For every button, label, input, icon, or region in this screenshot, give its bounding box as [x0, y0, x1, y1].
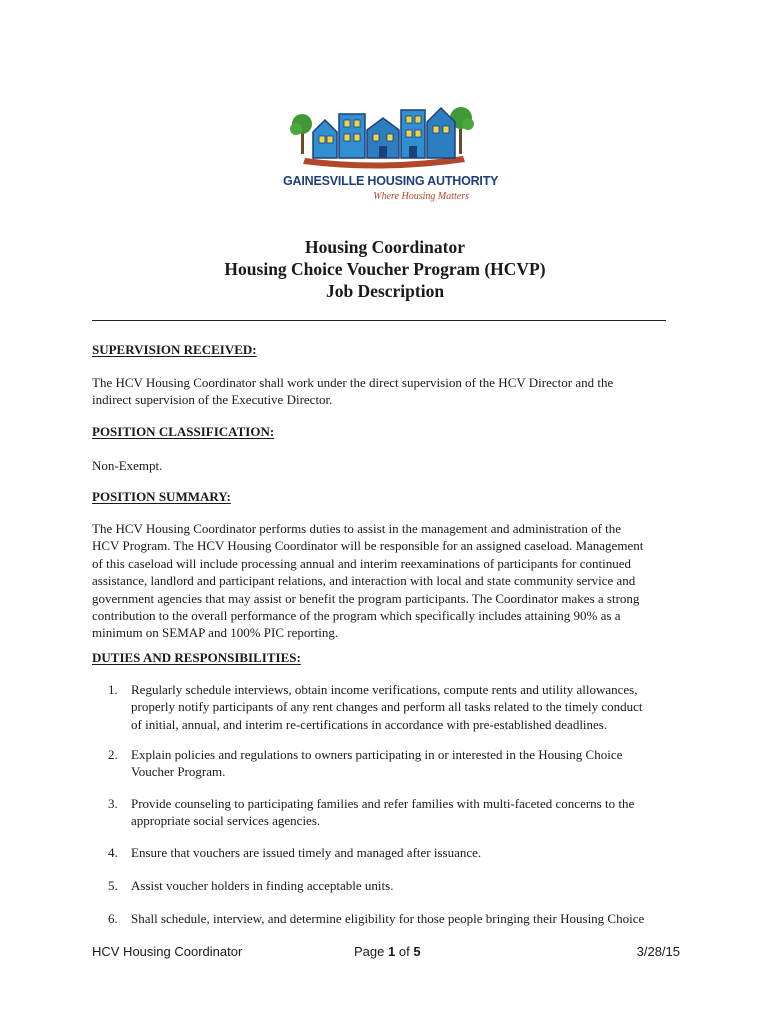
duty-text [131, 910, 679, 927]
duty-text [131, 681, 679, 733]
text-line: Provide counseling to participating families and refer families with multi-faceted concerns to the [131, 796, 635, 811]
document-title [92, 236, 678, 302]
duties-heading: DUTIES AND RESPONSIBILITIES: [92, 650, 301, 665]
duty-text [131, 844, 679, 861]
text-line: Voucher Program. [131, 764, 226, 780]
footer-date: 3/28/15 [636, 944, 680, 959]
title-divider [92, 320, 666, 321]
duty-text [131, 746, 679, 781]
duty-number: 4. [108, 845, 118, 860]
duty-number: 1. [108, 682, 118, 697]
text-line: The HCV Housing Coordinator performs duties to assist in the management and administration of the [92, 521, 622, 536]
duty-number: 6. [108, 911, 118, 926]
of-word: of [398, 944, 410, 959]
duty-text [131, 877, 679, 894]
footer-page-number [354, 944, 421, 959]
logo-organization-name: GAINESVILLE HOUSING AUTHORITY [283, 174, 499, 188]
text-line: of this caseload will include processing annual and interim reexaminations of participants for continued [92, 555, 631, 571]
classification-heading: POSITION CLASSIFICATION: [92, 424, 275, 439]
summary-text [92, 520, 680, 642]
page-current: 1 [388, 944, 396, 959]
text-line: of initial, annual, and interim re-certifications in accordance with pre-established deadlines. [131, 716, 608, 732]
text-line: The HCV Housing Coordinator shall work under the direct supervision of the HCV Director and the [92, 375, 614, 390]
text-line: indirect supervision of the Executive Director. [92, 392, 333, 408]
houses-illustration-icon [283, 96, 483, 176]
duty-number: 5. [108, 878, 118, 893]
page-word: Page [354, 944, 385, 959]
title-line-3: Job Description [325, 281, 445, 301]
text-line: assistance, landlord and participant relations, and interaction with local and state community service and [92, 573, 636, 589]
text-line: Regularly schedule interviews, obtain income verifications, compute rents and utility allowances, [131, 682, 638, 697]
supervision-heading: SUPERVISION RECEIVED: [92, 342, 257, 357]
gha-logo [283, 96, 499, 208]
footer-document-name: HCV Housing Coordinator [92, 944, 243, 959]
duty-number: 3. [108, 796, 118, 811]
summary-heading: POSITION SUMMARY: [92, 489, 231, 504]
text-line: Assist voucher holders in finding acceptable units. [131, 878, 394, 893]
text-line: properly notify participants of any rent changes and perform all tasks related to the timely conduct [131, 699, 643, 715]
duty-number: 2. [108, 747, 118, 762]
text-line: appropriate social services agencies. [131, 813, 321, 829]
text-line: Ensure that vouchers are issued timely and managed after issuance. [131, 845, 482, 860]
page-footer [92, 944, 680, 962]
text-line: contribution to the overall performance of the program which specifically includes attaining 90% as a [92, 608, 621, 624]
title-line-1: Housing Coordinator [305, 237, 465, 257]
text-line: Explain policies and regulations to owners participating in or interested in the Housing Choice [131, 747, 623, 762]
page-total: 5 [413, 944, 421, 959]
duty-text [131, 795, 679, 830]
supervision-text [92, 374, 680, 409]
text-line: minimum on SEMAP and 100% PIC reporting. [92, 625, 339, 641]
title-line-2: Housing Choice Voucher Program (HCVP) [224, 259, 546, 279]
logo-tagline: Where Housing Matters [373, 191, 469, 202]
text-line: government agencies that may assist or benefit the program participants. The Coordinator makes a strong [92, 590, 640, 606]
text-line: Shall schedule, interview, and determine eligibility for those people bringing their Housing Choice [131, 911, 645, 926]
classification-text: Non-Exempt. [92, 458, 163, 473]
text-line: HCV Program. The HCV Housing Coordinator will be responsible for an assigned caseload. Management [92, 538, 644, 554]
